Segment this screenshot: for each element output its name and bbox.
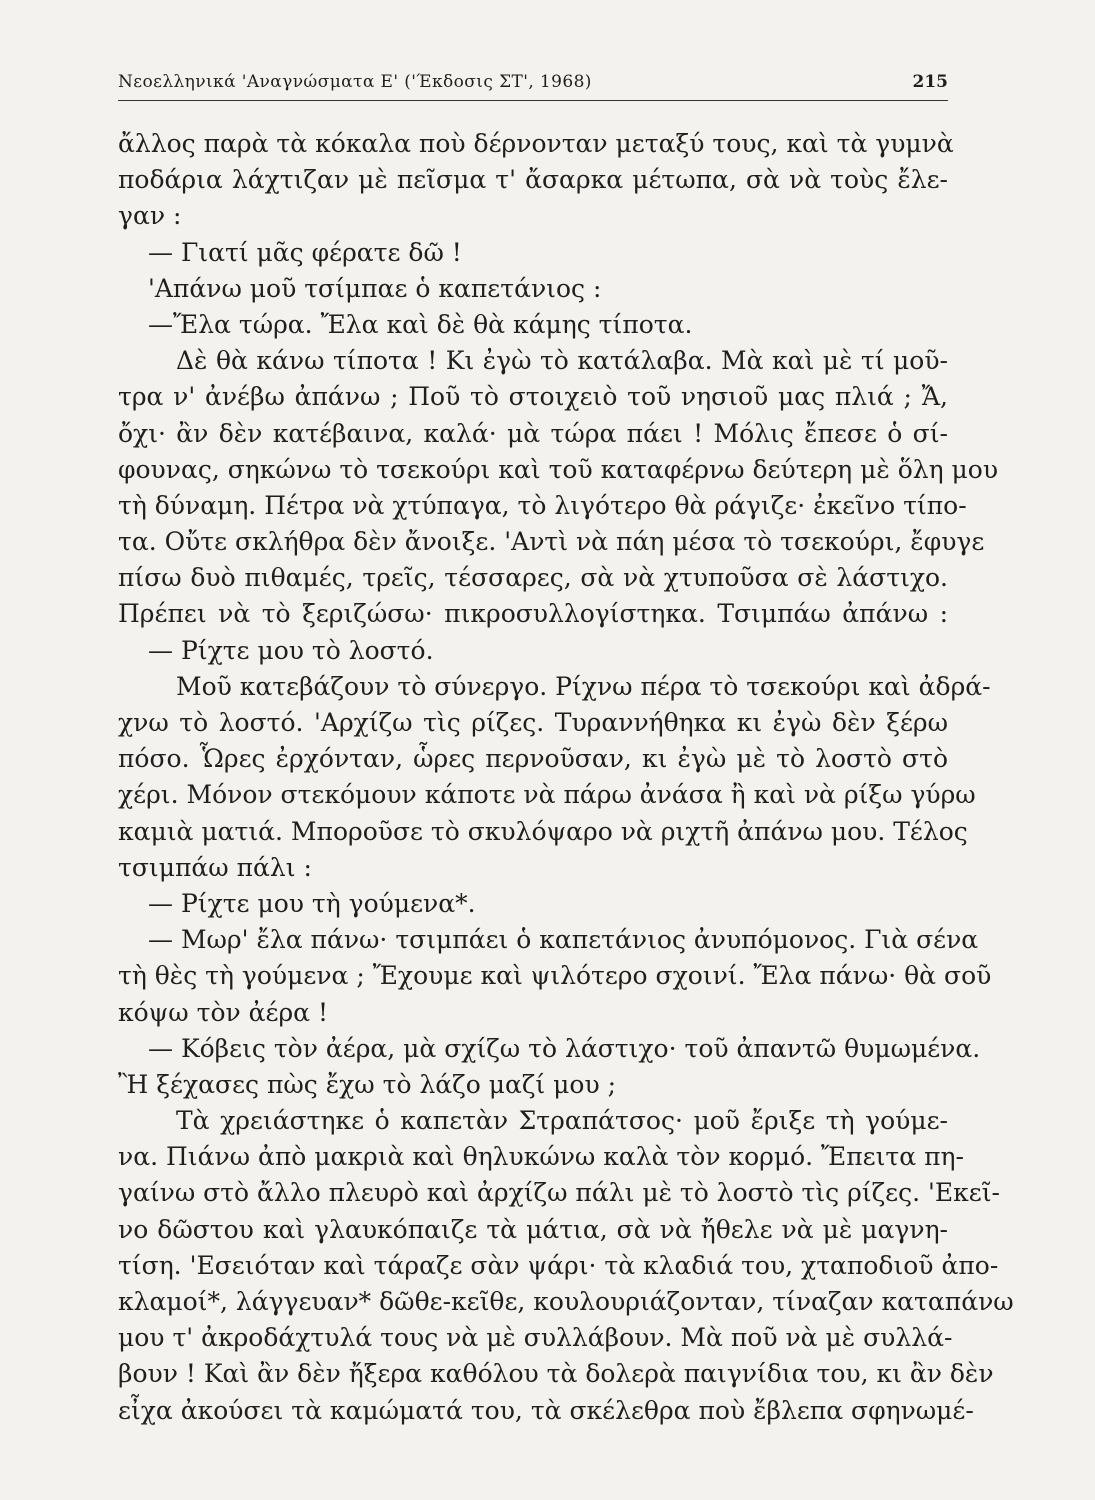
text-line: καμιὰ ματιά. Μποροῦσε τὸ σκυλόψαρο νὰ ριχτῆ ἀπάνω μου. Τέλος xyxy=(118,816,968,846)
text-line: Πρέπει νὰ τὸ ξεριζώσω· πικροσυλλογίστηκα. Τσιμπάω ἀπάνω : xyxy=(118,599,948,629)
text-line: ποδάρια λάχτιζαν μὲ πεῖσμα τ' ἄσαρκα μέτωπα, σὰ νὰ τοὺς ἔλε- xyxy=(118,165,948,195)
text-line: χέρι. Μόνον στεκόμουν κάποτε νὰ πάρω ἀνάσα ἢ καὶ νὰ ρίξω γύρω xyxy=(118,780,976,810)
text-line: — Γιατί μᾶς φέρατε δῶ ! xyxy=(148,237,462,267)
text-line: φουνας, σηκώνω τὸ τσεκούρι καὶ τοῦ καταφέρνω δεύτερη μὲ ὅλη μου xyxy=(118,454,999,484)
text-line: πόσο. Ὧρες ἐρχόνταν, ὧρες περνοῦσαν, κι ἐγὼ μὲ τὸ λοστὸ στὸ xyxy=(118,744,948,774)
text-line: γαίνω στὸ ἄλλο πλευρὸ καὶ ἀρχίζω πάλι μὲ τὸ λοστὸ τὶς ρίζες. 'Εκεῖ- xyxy=(118,1178,1000,1208)
text-line: ὄχι· ἂν δὲν κατέβαινα, καλά· μὰ τώρα πάει ! Μόλις ἔπεσε ὁ σί- xyxy=(118,418,948,448)
page-number: 215 xyxy=(912,72,948,92)
text-line: Ἢ ξέχασες πὼς ἔχω τὸ λάζο μαζί μου ; xyxy=(118,1069,617,1099)
text-line: χνω τὸ λοστό. 'Αρχίζω τὶς ρίζες. Τυραννήθηκα κι ἐγὼ δὲν ξέρω xyxy=(118,708,948,737)
body-text xyxy=(118,126,1014,1429)
text-line: τσιμπάω πάλι : xyxy=(118,852,312,882)
text-line: ἄλλος παρὰ τὰ κόκαλα ποὺ δέρνονταν μεταξύ τους, καὶ τὰ γυμνὰ xyxy=(118,129,954,158)
text-line: Μοῦ κατεβάζουν τὸ σύνεργο. Ρίχνω πέρα τὸ τσεκούρι καὶ ἀδρά- xyxy=(176,671,991,701)
text-line: τὴ δύναμη. Πέτρα νὰ χτύπαγα, τὸ λιγότερο θὰ ράγιζε· ἐκεῖνο τίπο- xyxy=(118,490,967,520)
text-line: κλαμοί*, λάγγευαν* δῶθε-κεῖθε, κουλουριάζονταν, τίναζαν καταπάνω xyxy=(118,1287,1014,1316)
text-line: βουν ! Καὶ ἂν δὲν ἤξερα καθόλου τὰ δολερὰ παιγνίδια του, κι ἂν δὲν xyxy=(118,1359,994,1389)
text-line: νο δῶστου καὶ γλαυκόπαιζε τὰ μάτια, σὰ νὰ ἤθελε νὰ μὲ μαγνη- xyxy=(118,1214,948,1244)
text-line: Τὰ χρειάστηκε ὁ καπετὰν Στραπάτσος· μοῦ ἔριξε τὴ γούμε- xyxy=(176,1106,948,1136)
text-line: — Κόβεις τὸν ἀέρα, μὰ σχίζω τὸ λάστιχο· τοῦ ἀπαντῶ θυμωμένα. xyxy=(148,1033,981,1063)
text-line: να. Πιάνω ἀπὸ μακριὰ καὶ θηλυκώνω καλὰ τὸν κορμό. Ἔπειτα πη- xyxy=(118,1142,964,1172)
text-line: πίσω δυὸ πιθαμές, τρεῖς, τέσσαρες, σὰ νὰ χτυποῦσα σὲ λάστιχο. xyxy=(118,563,948,593)
text-line: 'Απάνω μοῦ τσίμπαε ὁ καπετάνιος : xyxy=(148,273,602,303)
text-line: —Ἔλα τώρα. Ἔλα καὶ δὲ θὰ κάμης τίποτα. xyxy=(148,309,693,339)
text-line: κόψω τὸν ἀέρα ! xyxy=(118,997,329,1027)
text-line: — Ρίχτε μου τὴ γούμενα*. xyxy=(148,888,476,918)
text-line: γαν : xyxy=(118,201,182,231)
text-line: εἶχα ἀκούσει τὰ καμώματά του, τὰ σκέλεθρα ποὺ ἔβλεπα σφηνωμέ- xyxy=(118,1395,974,1425)
text-line: — Ρίχτε μου τὸ λοστό. xyxy=(148,635,434,665)
text-line: τὴ θὲς τὴ γούμενα ; Ἔχουμε καὶ ψιλότερο σχοινί. Ἔλα πάνω· θὰ σοῦ xyxy=(118,961,992,991)
text-line: τα. Οὔτε σκλήθρα δὲν ἄνοιξε. 'Αντὶ νὰ πάη μέσα τὸ τσεκούρι, ἔφυγε xyxy=(118,527,985,557)
running-header xyxy=(118,66,948,98)
text-line: — Μωρ' ἔλα πάνω· τσιμπάει ὁ καπετάνιος ἀνυπόμονος. Γιὰ σένα xyxy=(148,925,979,955)
header-title: Νεοελληνικά 'Αναγνώσματα Ε' ('Έκδοσις ΣΤ', 1968) xyxy=(118,72,592,92)
text-line: τίση. 'Εσειόταν καὶ τάραζε σὰν ψάρι· τὰ κλαδιά του, χταποδιοῦ ἀπο- xyxy=(118,1250,999,1280)
text-line: Δὲ θὰ κάνω τίποτα ! Κι ἐγὼ τὸ κατάλαβα. Μὰ καὶ μὲ τί μοῦ- xyxy=(176,346,948,376)
header-rule xyxy=(118,100,948,101)
text-line: μου τ' ἀκροδάχτυλά τους νὰ μὲ συλλάβουν. Μὰ ποῦ νὰ μὲ συλλά- xyxy=(118,1323,953,1353)
text-line: τρα ν' ἀνέβω ἀπάνω ; Ποῦ τὸ στοιχειὸ τοῦ νησιοῦ μας πλιά ; Ἄ, xyxy=(118,382,948,412)
